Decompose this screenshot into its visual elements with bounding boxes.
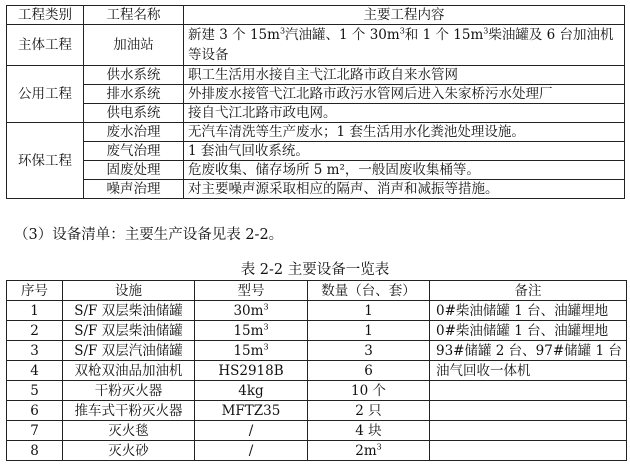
table-caption: 表 2-2 主要设备一览表 [240, 262, 390, 278]
no-cell: 8 [7, 441, 63, 461]
header-content: 主要工程内容 [184, 6, 625, 25]
table-row [7, 85, 625, 104]
remark-cell [430, 441, 627, 461]
no-cell: 2 [7, 321, 63, 341]
header-remark: 备注 [430, 281, 627, 301]
qty-cell: 4 块 [308, 421, 430, 441]
name-cell: 噪声治理 [84, 180, 184, 199]
equipment-table-header [7, 281, 627, 301]
table-row [7, 421, 627, 441]
qty-cell: 10 个 [308, 381, 430, 401]
content-cell: 接自弋江北路市政电网。 [184, 104, 625, 123]
name-cell: 排水系统 [84, 85, 184, 104]
model-cell: $30m^3$ [195, 301, 308, 321]
name-cell: 供电系统 [84, 104, 184, 123]
model-cell: MFTZ35 [195, 401, 308, 421]
content-cell: 外排废水接管弋江北路市政污水管网后进入朱家桥污水处理厂 [184, 85, 625, 104]
category-cell: 环保工程 [7, 123, 84, 199]
remark-cell: 油气回收一体机 [430, 361, 627, 381]
qty-cell: 1 [308, 321, 430, 341]
table-row [7, 123, 625, 142]
facility-cell: 灭火砂 [63, 441, 195, 461]
equipment-table [6, 280, 627, 461]
remark-cell [430, 421, 627, 441]
content-cell: 危废收集、储存场所 5 m²，一般固废收集桶等。 [184, 161, 625, 180]
project-table-header [7, 6, 625, 25]
model-cell: HS2918B [195, 361, 308, 381]
no-cell: 1 [7, 301, 63, 321]
name-cell: 固废处理 [84, 161, 184, 180]
header-facility: 设施 [63, 281, 195, 301]
header-category: 工程类别 [7, 6, 84, 25]
header-name: 工程名称 [84, 6, 184, 25]
no-cell: 7 [7, 421, 63, 441]
table-row [7, 301, 627, 321]
facility-cell: 灭火毯 [63, 421, 195, 441]
header-model: 型号 [195, 281, 308, 301]
no-cell: 4 [7, 361, 63, 381]
qty-cell: $2m^3$ [308, 441, 430, 461]
remark-cell [430, 381, 627, 401]
model-cell: / [195, 421, 308, 441]
model-cell: $15m^3$ [195, 321, 308, 341]
name-cell: 加油站 [84, 25, 184, 66]
table-row [7, 180, 625, 199]
category-cell: 主体工程 [7, 25, 84, 66]
table-row [7, 321, 627, 341]
model-cell: 4kg [195, 381, 308, 401]
facility-cell: 推车式干粉灭火器 [63, 401, 195, 421]
content-cell: 职工生活用水接自主弋江北路市政自来水管网 [184, 66, 625, 85]
equipment-rows [7, 301, 627, 461]
qty-cell: 6 [308, 361, 430, 381]
table-row [7, 142, 625, 161]
qty-cell: 3 [308, 341, 430, 361]
qty-cell: 2 只 [308, 401, 430, 421]
facility-cell: S/F 双层汽油储罐 [63, 341, 195, 361]
table-row [7, 361, 627, 381]
name-cell: 供水系统 [84, 66, 184, 85]
table-row [7, 401, 627, 421]
table-row [7, 104, 625, 123]
no-cell: 3 [7, 341, 63, 361]
qty-cell: 1 [308, 301, 430, 321]
content-cell: 1 套油气回收系统。 [184, 142, 625, 161]
category-cell: 公用工程 [7, 66, 84, 123]
content-cell: 新建 3 个 $15m^3$汽油罐、1 个 $30m^3$和 1 个 $15m^3$柴油罐及 6 台加油机等设备 [184, 25, 625, 66]
remark-cell: 0#柴油储罐 1 台、油罐埋地 [430, 321, 627, 341]
facility-cell: S/F 双层柴油储罐 [63, 301, 195, 321]
table-row [7, 341, 627, 361]
name-cell: 废气治理 [84, 142, 184, 161]
table-row [7, 441, 627, 461]
table-row [7, 66, 625, 85]
name-cell: 废水治理 [84, 123, 184, 142]
facility-cell: S/F 双层柴油储罐 [63, 321, 195, 341]
remark-cell: 0#柴油储罐 1 台、油罐埋地 [430, 301, 627, 321]
no-cell: 5 [7, 381, 63, 401]
table-row [7, 161, 625, 180]
facility-cell: 干粉灭火器 [63, 381, 195, 401]
header-qty: 数量（台、套） [308, 281, 430, 301]
no-cell: 6 [7, 401, 63, 421]
project-table [6, 5, 625, 199]
remark-cell: 93#储罐 2 台、97#储罐 1 台 [430, 341, 627, 361]
facility-cell: 双枪双油品加油机 [63, 361, 195, 381]
content-cell: 无汽车清洗等生产废水；1 套生活用水化粪池处理设施。 [184, 123, 625, 142]
remark-cell [430, 401, 627, 421]
header-no: 序号 [7, 281, 63, 301]
table-row [7, 25, 625, 66]
table-row [7, 381, 627, 401]
model-cell: $15m^3$ [195, 341, 308, 361]
equipment-note: （3）设备清单：主要生产设备见表 2-2。 [14, 227, 284, 243]
content-cell: 对主要噪声源采取相应的隔声、消声和减振等措施。 [184, 180, 625, 199]
model-cell: / [195, 441, 308, 461]
